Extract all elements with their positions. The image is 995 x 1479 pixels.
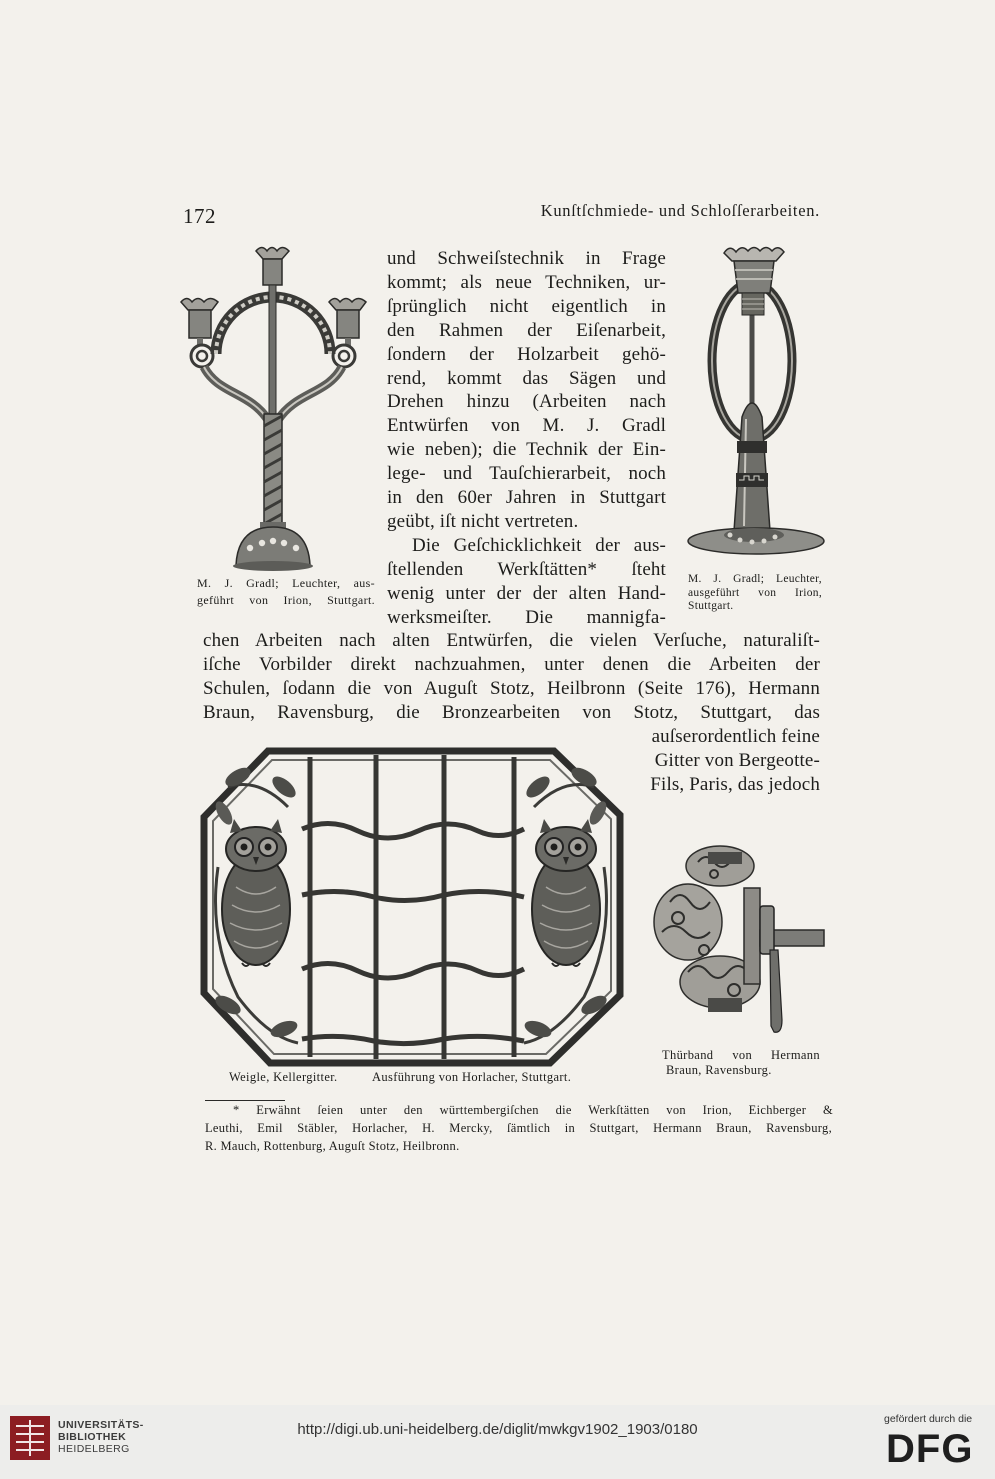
grille-bars bbox=[302, 755, 524, 1059]
candlestick-caption-line: ausgeführt von Irion, bbox=[688, 587, 822, 599]
hinge-caption-line: Thürband von Hermann bbox=[662, 1048, 820, 1062]
body-line: den Rahmen der Eiſenarbeit, bbox=[387, 320, 666, 341]
body-line: geübt, iſt nicht vertreten. bbox=[387, 511, 579, 532]
candlestick-base bbox=[688, 528, 824, 554]
candelabra-caption-line: geführt von Irion, Stuttgart. bbox=[197, 593, 375, 607]
candelabra-twisted-stem bbox=[264, 414, 282, 526]
body-line: Schulen, ſodann die von Auguſt Stotz, Heilbronn (Seite 176), Hermann bbox=[203, 678, 820, 699]
body-line: in den 60er Jahren in Stuttgart bbox=[387, 487, 666, 508]
body-line: ſtellenden Werkſtätten* ſteht bbox=[387, 559, 666, 580]
grille-right-owl bbox=[532, 819, 600, 966]
footnote-line: * Erwähnt ſeien unter den württembergiſchen die Werkſtätten von Irion, Eichberger & bbox=[233, 1103, 833, 1117]
grille-left-owl bbox=[222, 819, 290, 966]
body-line: Gitter von Bergeotte- bbox=[654, 750, 820, 771]
candelabra-dome-base bbox=[233, 522, 313, 571]
body-line: Entwürfen von M. J. Gradl bbox=[387, 415, 666, 436]
body-line: Drehen hinzu (Arbeiten nach bbox=[387, 391, 666, 412]
body-line: iſche Vorbilder direkt nachzuahmen, unter denen die Arbeiten der bbox=[203, 654, 820, 675]
candelabra-caption-line: M. J. Gradl; Leuchter, aus- bbox=[197, 576, 375, 590]
dfg-logo: DFG bbox=[886, 1427, 974, 1471]
candlestick-caption-line: Stuttgart. bbox=[688, 600, 734, 612]
funding-label: gefördert durch die bbox=[884, 1413, 973, 1425]
body-line: auſserordentlich feine bbox=[651, 726, 820, 747]
body-line: Braun, Ravensburg, die Bronzearbeiten von Stotz, Stuttgart, das bbox=[203, 702, 820, 723]
library-logo-line: UNIVERSITÄTS- bbox=[58, 1419, 144, 1431]
library-logo-line: BIBLIOTHEK bbox=[58, 1431, 127, 1443]
body-line: lege- und Tauſchierarbeit, noch bbox=[387, 463, 666, 484]
digital-copy-url-link[interactable]: http://digi.ub.uni-heidelberg.de/diglit/mwkgv1902_1903/0180 bbox=[297, 1421, 698, 1438]
candlestick-caption-line: M. J. Gradl; Leuchter, bbox=[688, 573, 822, 585]
footnote-line: Leuthi, Emil Stäbler, Horlacher, H. Mercky, ſämtlich in Stuttgart, Hermann Braun, Ravensburg, bbox=[205, 1121, 832, 1135]
door-hinge-illustration bbox=[648, 822, 828, 1038]
body-line: ſprünglich nicht eigentlich in bbox=[387, 296, 666, 317]
candelabra-left-cup bbox=[181, 299, 218, 368]
body-line: und Schweiſstechnik in Frage bbox=[387, 248, 666, 269]
library-logo-line: HEIDELBERG bbox=[58, 1443, 130, 1455]
body-line: chen Arbeiten nach alten Entwürfen, die vielen Verſuche, naturaliſt- bbox=[203, 630, 820, 651]
body-line: rend, kommt das Sägen und bbox=[387, 368, 666, 389]
body-line: Fils, Paris, das jedoch bbox=[650, 774, 820, 795]
candelabra-right-cup bbox=[329, 299, 366, 368]
grille-caption-title: Weigle, Kellergitter. bbox=[229, 1070, 338, 1084]
body-line: wie neben); die Technik der Ein- bbox=[387, 439, 666, 460]
body-line: ſondern der Holzarbeit gehö- bbox=[387, 344, 666, 365]
body-line: Die Geſchicklichkeit der aus- bbox=[412, 535, 666, 556]
digitization-footer bbox=[0, 1405, 995, 1479]
candelabra-center-cup bbox=[256, 248, 289, 416]
body-line: kommt; als neue Techniken, ur- bbox=[387, 272, 666, 293]
candlestick-body bbox=[734, 403, 770, 531]
cellar-grille-illustration bbox=[198, 747, 624, 1067]
body-line: werksmeiſter. Die mannigfa- bbox=[387, 607, 666, 628]
page-number: 172 bbox=[183, 204, 216, 228]
footnote-line: R. Mauch, Rottenburg, Auguſt Stotz, Heilbronn. bbox=[205, 1139, 460, 1153]
running-title: Kunſtſchmiede- und Schloſſerarbeiten. bbox=[540, 201, 820, 220]
candelabra-illustration bbox=[178, 244, 368, 579]
candlestick-illustration bbox=[686, 241, 828, 563]
grille-caption-maker: Ausführung von Horlacher, Stuttgart. bbox=[372, 1070, 572, 1084]
university-library-emblem-icon bbox=[8, 1414, 52, 1462]
hinge-caption-line: Braun, Ravensburg. bbox=[666, 1063, 772, 1077]
body-line: wenig unter der der alten Hand- bbox=[387, 583, 666, 604]
hinge-strap bbox=[744, 888, 824, 1032]
